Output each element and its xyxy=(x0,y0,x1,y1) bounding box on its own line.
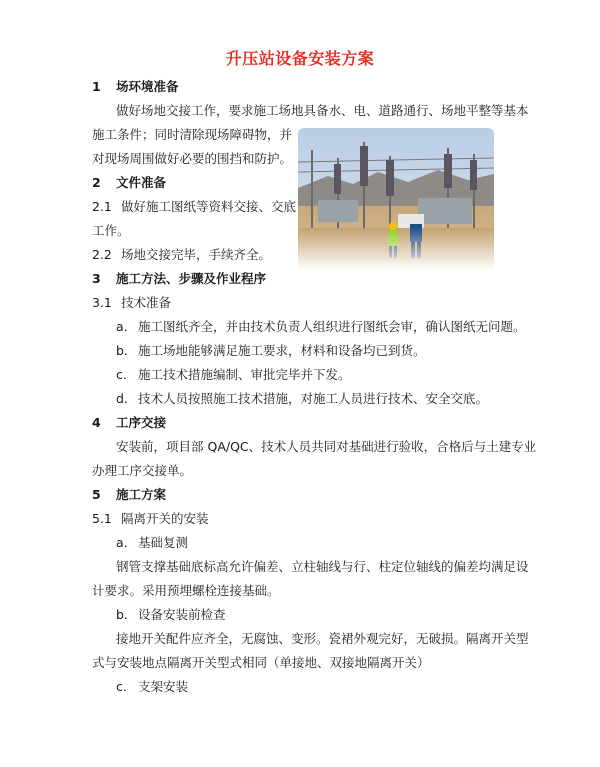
list-item: a. 施工图纸齐全，并由技术负责人组织进行图纸会审，确认图纸无问题。 xyxy=(116,319,526,334)
subitem-b-paragraph-line-2: 式与安装地点隔离开关型式相同（单接地、双接地隔离开关） xyxy=(92,655,430,670)
list-item: b. 施工场地能够满足施工要求，材料和设备均已到货。 xyxy=(116,343,426,358)
subitem-a-paragraph-line-2: 计要求。采用预埋螺栓连接基础。 xyxy=(92,583,280,598)
subitem-b-title: b. 设备安装前检查 xyxy=(116,607,226,622)
list-item: c. 施工技术措施编制、审批完毕并下发。 xyxy=(116,367,351,382)
section-3-subheading: 3.1 技术准备 xyxy=(92,295,172,310)
section-1-paragraph-line-1: 做好场地交接工作，要求施工场地具备水、电、道路通行、场地平整等基本 xyxy=(116,103,529,118)
substation-photo xyxy=(298,128,494,270)
section-4-heading: 4 工序交接 xyxy=(92,415,167,430)
section-5-subheading: 5.1 隔离开关的安装 xyxy=(92,511,209,526)
section-5-heading: 5 施工方案 xyxy=(92,487,167,502)
section-1-paragraph-line-3: 对现场周围做好必要的围挡和防护。 xyxy=(92,151,293,166)
section-2-heading: 2 文件准备 xyxy=(92,175,167,190)
subitem-a-title: a. 基础复测 xyxy=(116,535,189,550)
section-4-paragraph-line-2: 办理工序交接单。 xyxy=(92,463,193,478)
section-1-heading: 1 场环境准备 xyxy=(92,79,179,94)
page-title: 升压站设备安装方案 xyxy=(225,49,375,68)
section-3-heading: 3 施工方法、步骤及作业程序 xyxy=(92,271,267,286)
subitem-c-title: c. 支架安装 xyxy=(116,679,189,694)
section-2-item-1: 2.1 做好施工图纸等资料交接、交底 xyxy=(92,199,297,214)
section-4-paragraph-line-1: 安装前，项目部 QA/QC、技术人员共同对基础进行验收，合格后与土建专业 xyxy=(116,439,537,454)
section-2-item-2: 2.2 场地交接完毕，手续齐全。 xyxy=(92,247,272,262)
subitem-a-paragraph-line-1: 钢管支撑基础底标高允许偏差、立柱轴线与行、柱定位轴线的偏差均满足设 xyxy=(116,559,529,574)
subitem-b-paragraph-line-1: 接地开关配件应齐全，无腐蚀、变形。瓷裙外观完好，无破损。隔离开关型 xyxy=(116,631,529,646)
section-2-item-1-continued: 工作。 xyxy=(92,223,130,238)
section-1-paragraph-line-2: 施工条件；同时清除现场障碍物，并 xyxy=(92,127,293,142)
list-item: d. 技术人员按照施工技术措施，对施工人员进行技术、安全交底。 xyxy=(116,391,489,406)
